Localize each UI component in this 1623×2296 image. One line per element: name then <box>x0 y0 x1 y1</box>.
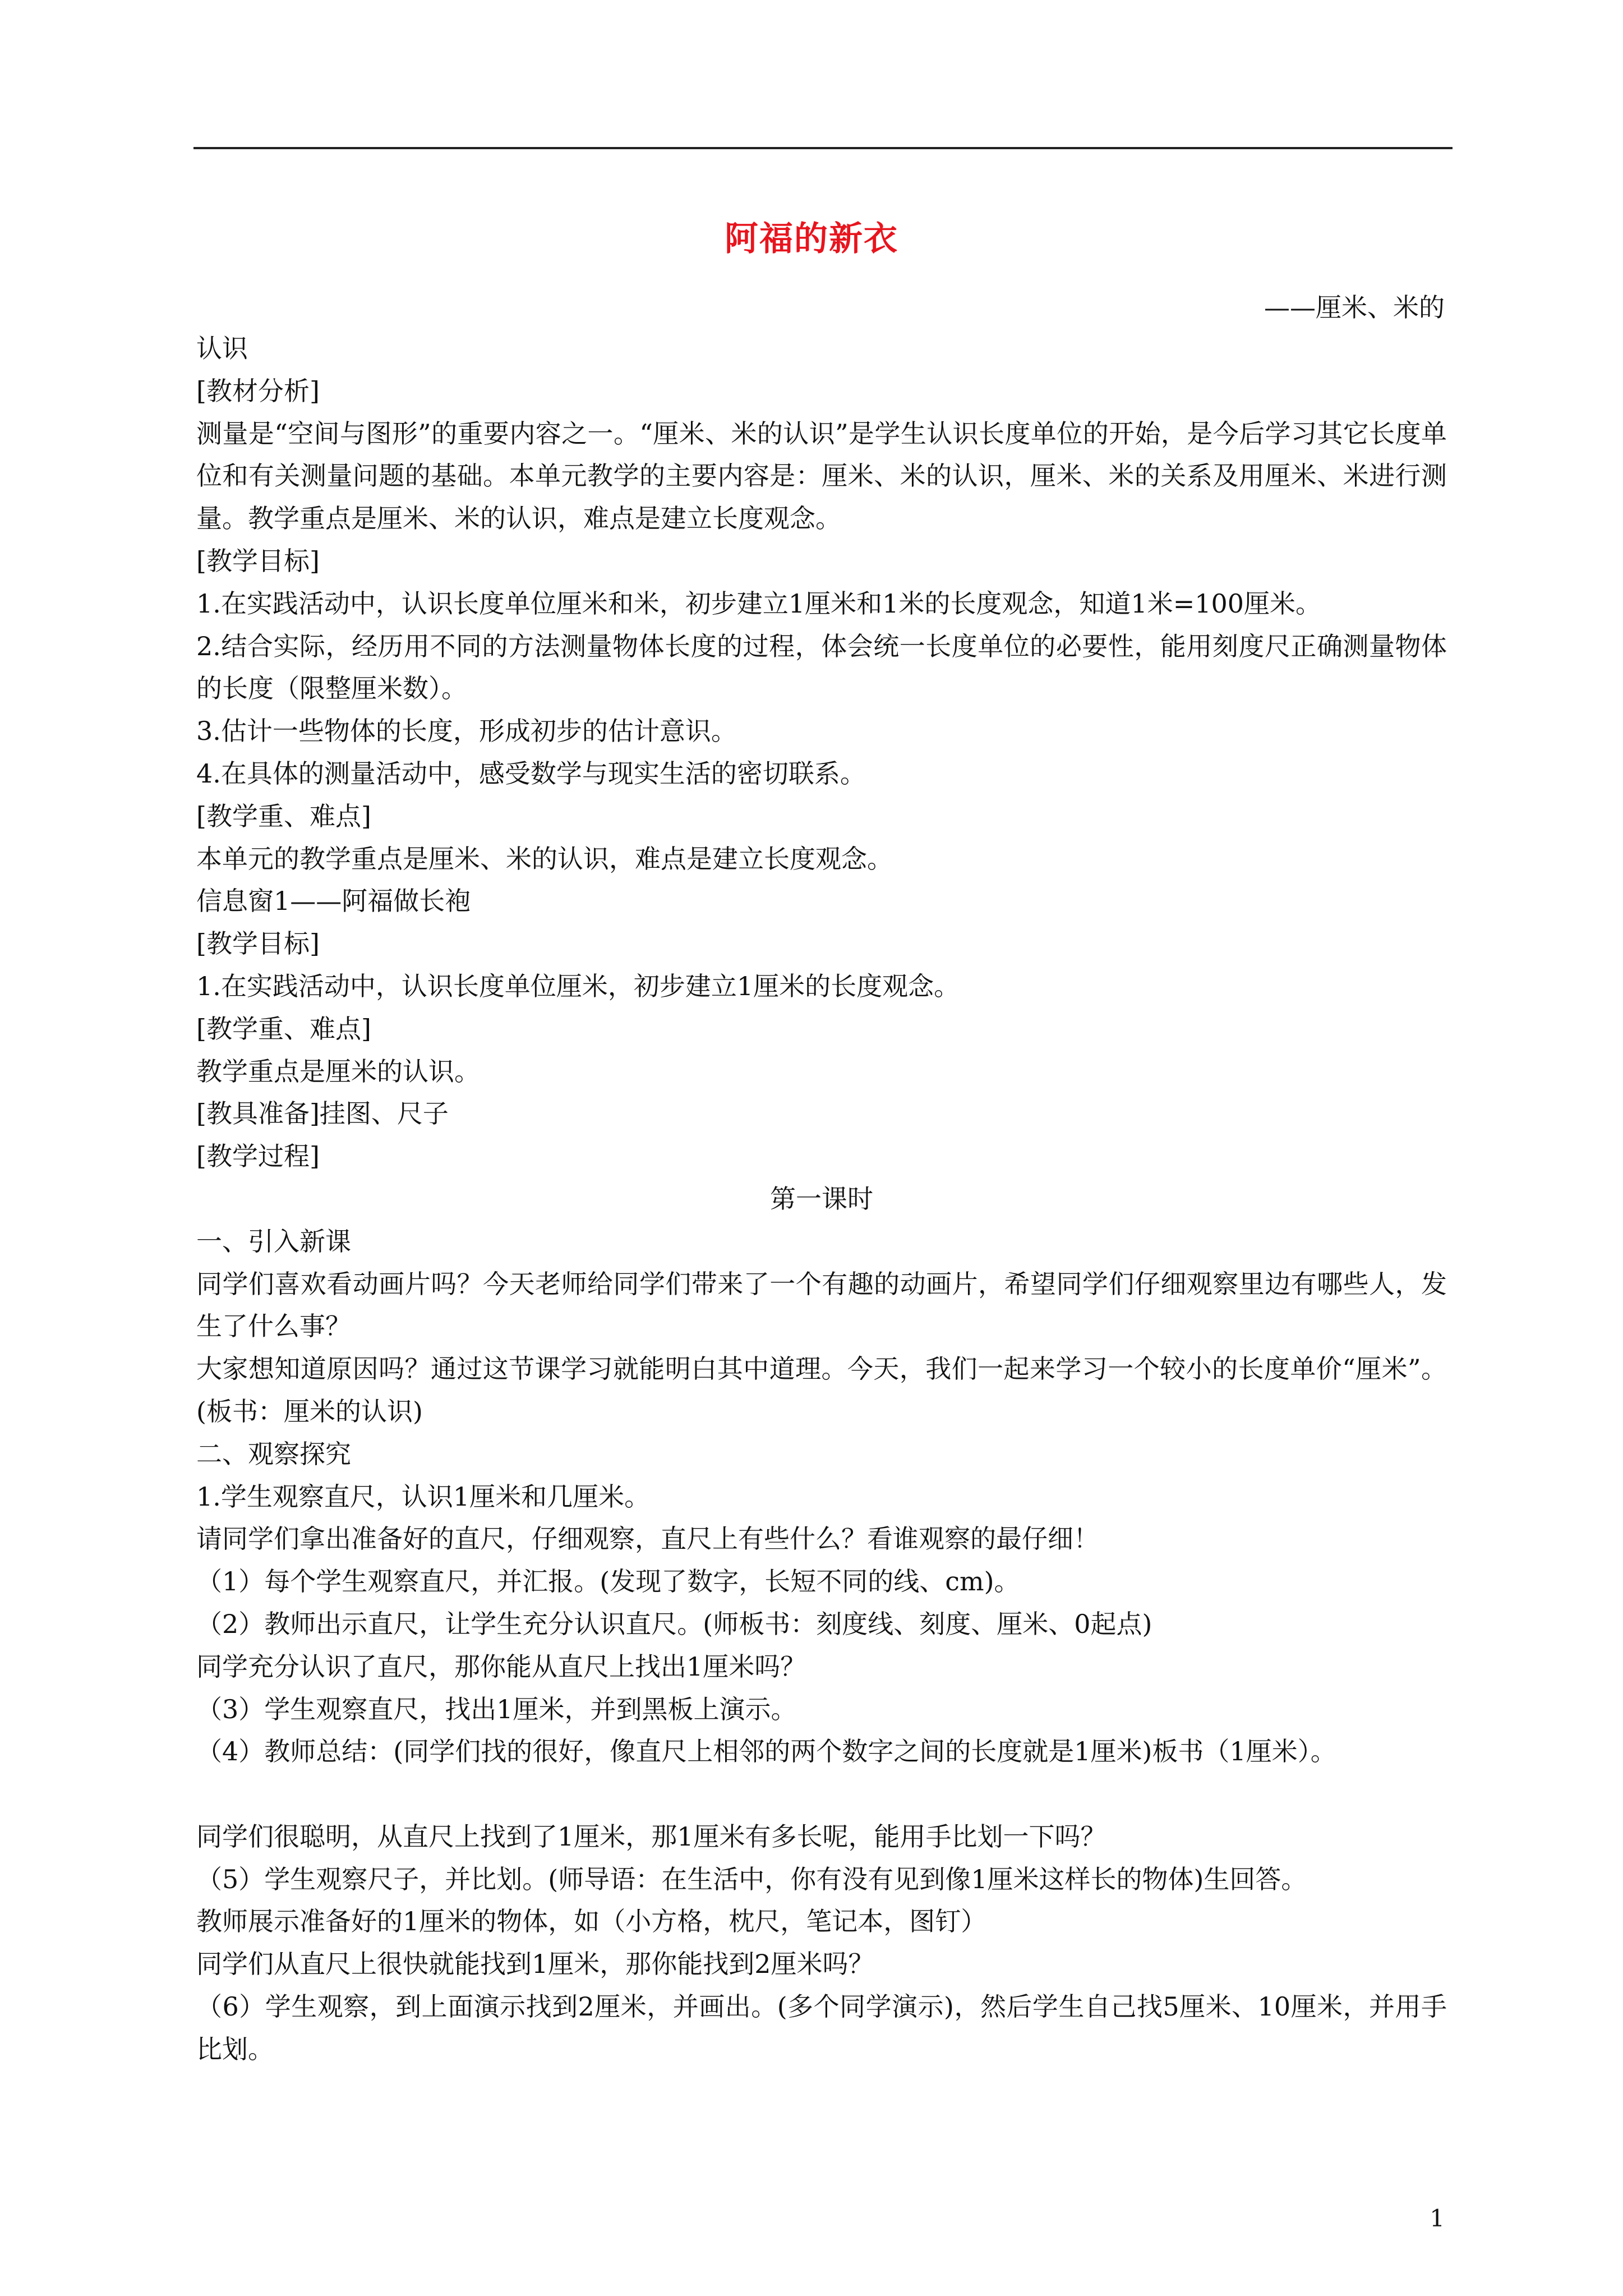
list-item: （2）教师出示直尺，让学生充分认识直尺。(师板书：刻度线、刻度、厘米、0起点) <box>196 1608 1152 1639</box>
section-heading: 二、观察探究 <box>196 1438 351 1469</box>
paragraph-line: 请同学们拿出准备好的直尺，仔细观察，直尺上有些什么？看谁观察的最仔细！ <box>196 1524 1099 1554</box>
paragraph-line: 同学充分认识了直尺，那你能从直尺上找出1厘米吗？ <box>196 1651 806 1682</box>
section-heading: 信息窗1——阿福做长袍 <box>196 886 471 917</box>
document-body <box>196 328 1447 2071</box>
list-item: （6）学生观察，到上面演示找到2厘米，并画出。(多个同学演示)，然后学生自己找5厘米、10厘米，并用手比划。 <box>196 1991 1447 2064</box>
section-heading: [教学目标] <box>196 928 320 959</box>
lesson-heading: 第一课时 <box>770 1183 873 1214</box>
section-heading: 一、引入新课 <box>196 1226 351 1257</box>
list-item: （4）教师总结：(同学们找的很好，像直尺上相邻的两个数字之间的长度就是1厘米)板书（1厘米）。 <box>196 1736 1336 1767</box>
list-item: 4.在具体的测量活动中，感受数学与现实生活的密切联系。 <box>196 758 866 789</box>
section-heading: [教学重、难点] <box>196 800 371 831</box>
document-subtitle: ——厘米、米的 <box>1264 292 1445 323</box>
section-heading: [教学过程] <box>196 1141 320 1172</box>
paragraph-line: 同学们很聪明，从直尺上找到了1厘米，那1厘米有多长呢，能用手比划一下吗？ <box>196 1821 1106 1852</box>
section-heading: [教学目标] <box>196 545 320 576</box>
list-item: 2.结合实际，经历用不同的方法测量物体长度的过程，体会统一长度单位的必要性，能用刻度尺正确测量物体的长度（限整厘米数）。 <box>196 631 1447 704</box>
paragraph-line: 教师展示准备好的1厘米的物体，如（小方格，枕尺，笔记本，图钉） <box>196 1906 987 1937</box>
list-item: 1.在实践活动中，认识长度单位厘米和米，初步建立1厘米和1米的长度观念，知道1米=100厘米。 <box>196 588 1322 619</box>
list-item: 1.在实践活动中，认识长度单位厘米，初步建立1厘米的长度观念。 <box>196 970 960 1001</box>
header-rule <box>193 147 1453 149</box>
list-item: （1）每个学生观察直尺，并汇报。(发现了数字，长短不同的线、cm)。 <box>196 1566 1020 1597</box>
list-item: （5）学生观察尺子，并比划。(师导语：在生活中，你有没有见到像1厘米这样长的物体)生回答。 <box>196 1864 1307 1894</box>
paragraph: 同学们喜欢看动画片吗？今天老师给同学们带来了一个有趣的动画片，希望同学们仔细观察里边有哪些人，发生了什么事？ <box>196 1268 1447 1342</box>
page-number: 1 <box>1430 2205 1445 2232</box>
paragraph-line: 认识 <box>196 333 248 364</box>
paragraph: 大家想知道原因吗？通过这节课学习就能明白其中道理。今天，我们一起来学习一个较小的长度单价“厘米”。(板书：厘米的认识) <box>196 1354 1447 1427</box>
section-heading: [教材分析] <box>196 375 320 406</box>
section-heading: [教具准备]挂图、尺子 <box>196 1098 449 1129</box>
section-heading: [教学重、难点] <box>196 1013 371 1044</box>
paragraph-line: 本单元的教学重点是厘米、米的认识，难点是建立长度观念。 <box>196 843 893 874</box>
list-item: 3.估计一些物体的长度，形成初步的估计意识。 <box>196 716 737 747</box>
paragraph-line: 同学们从直尺上很快就能找到1厘米，那你能找到2厘米吗？ <box>196 1949 874 1980</box>
list-item: （3）学生观察直尺，找出1厘米，并到黑板上演示。 <box>196 1694 797 1724</box>
paragraph: 测量是“空间与图形”的重要内容之一。“厘米、米的认识”是学生认识长度单位的开始，是今后学习其它长度单位和有关测量问题的基础。本单元教学的主要内容是：厘米、米的认识，厘米、米的关系及用厘米、米进行测量。教学重点是厘米、米的认识，难点是建立长度观念。 <box>196 418 1447 534</box>
document-title: 阿福的新衣 <box>725 219 898 259</box>
list-item: 1.学生观察直尺，认识1厘米和几厘米。 <box>196 1481 651 1512</box>
paragraph-line: 教学重点是厘米的认识。 <box>196 1056 480 1087</box>
